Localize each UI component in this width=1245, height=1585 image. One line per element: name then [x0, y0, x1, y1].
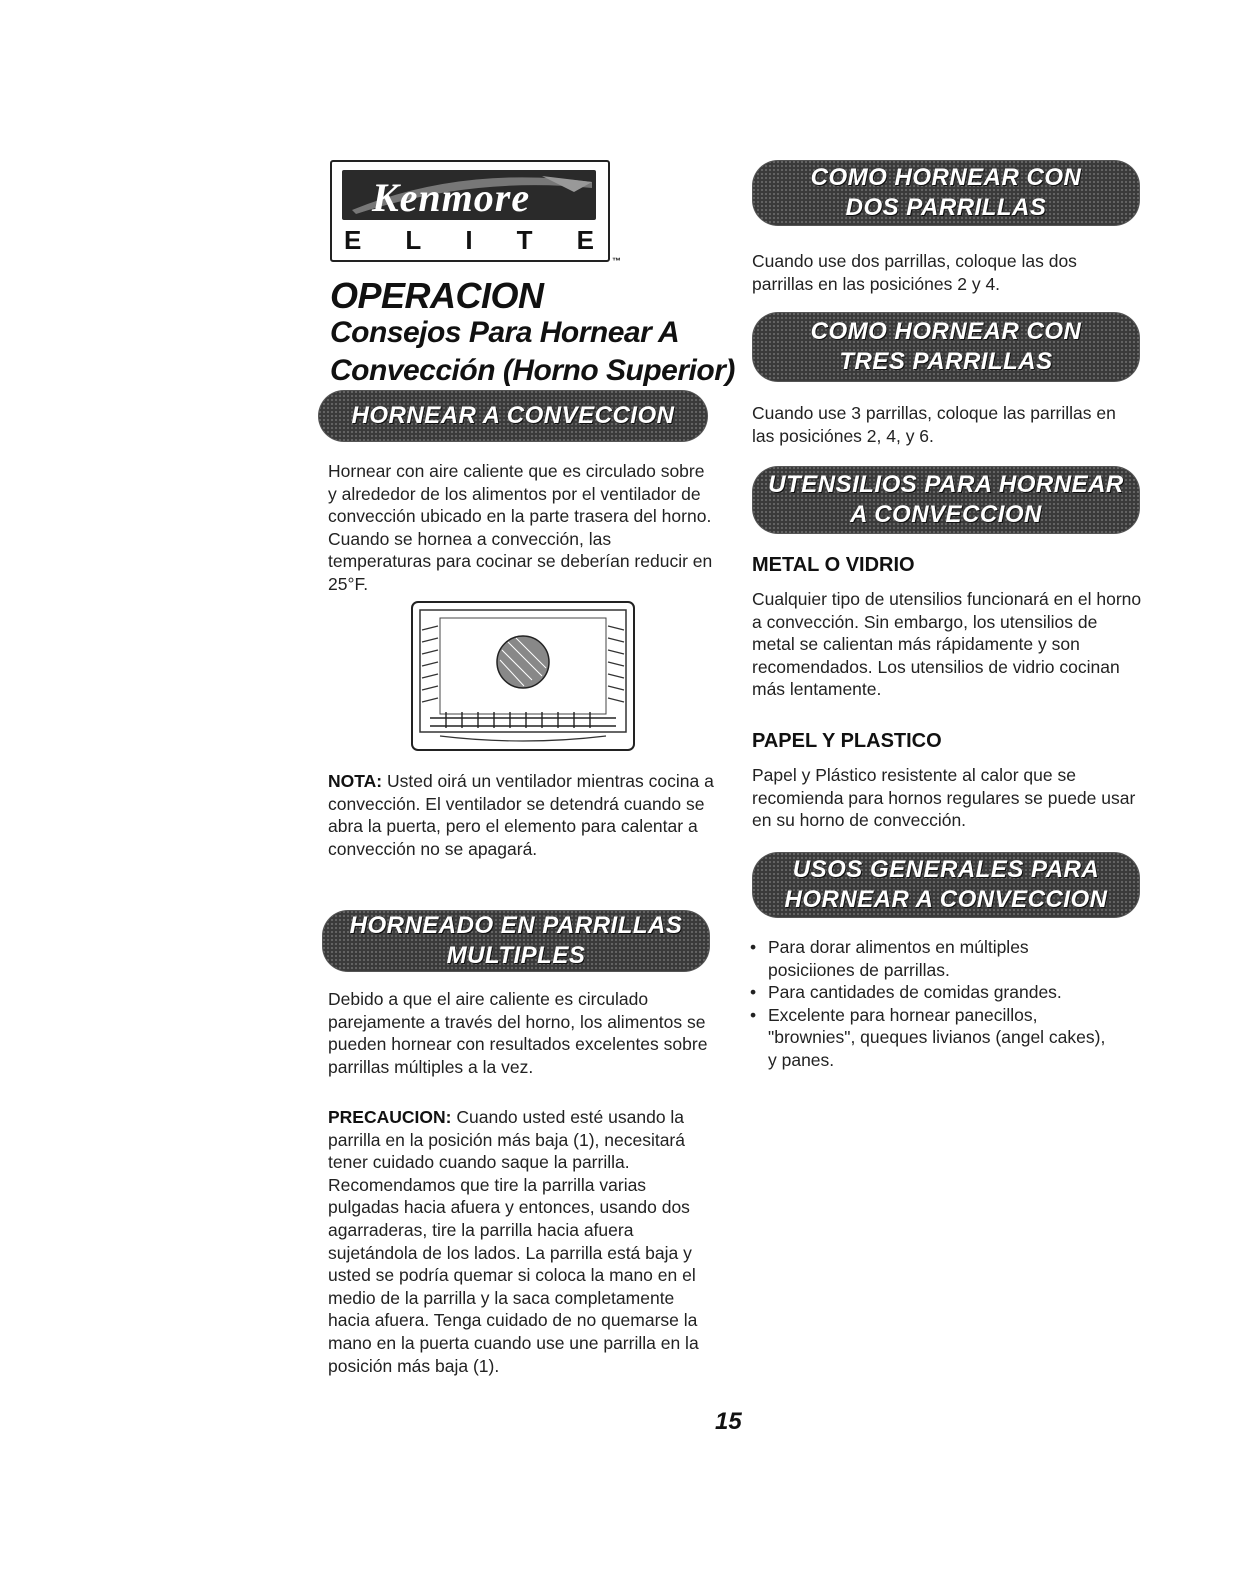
list-item: • Para dorar alimentos en múltiples posiciiones de parrillas.: [746, 936, 1116, 981]
banner-text: UTENSILIOS PARA HORNEAR: [768, 471, 1124, 498]
logo-brand-bar: [342, 170, 596, 220]
page-title: OPERACION: [330, 275, 544, 316]
section-banner-tres-parrillas: [752, 312, 1140, 382]
oven-fan-illustration: [410, 600, 636, 752]
section-banner-usos-generales: [752, 852, 1140, 918]
paragraph-papel-plastico: Papel y Plástico resistente al calor que se recomienda para hornos regulares se puede usar en su horno de convección.: [752, 765, 1136, 831]
page-number: 15: [715, 1408, 742, 1435]
page-subtitle: [330, 314, 735, 390]
section-banner-dos-parrillas: [752, 160, 1140, 226]
subtitle-line: Convección (Horno Superior): [330, 354, 735, 387]
banner-text: TRES PARRILLAS: [839, 348, 1053, 375]
subheading-papel-plastico: PAPEL Y PLASTICO: [752, 730, 942, 752]
section-banner-parrillas-multiples: [322, 910, 710, 972]
banner-text: COMO HORNEAR CON: [810, 164, 1082, 191]
section-banner-hornear-conveccion: [318, 390, 708, 442]
subtitle-line: Consejos Para Hornear A: [330, 316, 680, 349]
banner-text: HORNEAR A CONVECCION: [784, 886, 1108, 913]
logo-brand-text: Kenmore: [372, 175, 531, 220]
nota-paragraph: [328, 770, 718, 860]
banner-text: COMO HORNEAR CON: [810, 318, 1082, 345]
trademark-mark: ™: [612, 256, 621, 266]
subheading-metal-vidrio: METAL O VIDRIO: [752, 554, 915, 576]
paragraph-hornear-conveccion: Hornear con aire caliente que es circulado sobre y alrededor de los alimentos por el ventilador de convección ubicado en la parte trasera del horno. Cuando se hornea a convección, las temperaturas para cocinar se deberían reducir en 25°F.: [328, 461, 713, 594]
logo-elite-letter: L: [405, 224, 422, 255]
logo-elite-letter: T: [516, 224, 533, 255]
usos-generales-list: [746, 936, 1116, 1072]
list-item: • Para cantidades de comidas grandes.: [746, 981, 1116, 1004]
precaucion-label: PRECAUCION:: [328, 1107, 452, 1127]
logo-elite-letter: E: [344, 224, 362, 255]
section-banner-utensilios: [752, 466, 1140, 534]
logo-elite-letter: E: [576, 224, 594, 255]
banner-text: MULTIPLES: [446, 942, 586, 969]
paragraph-tres-parrillas: Cuando use 3 parrillas, coloque las parrillas en las posiciónes 2, 4, y 6.: [752, 403, 1116, 446]
banner-text: HORNEAR A CONVECCION: [351, 402, 675, 429]
list-item: • Excelente para hornear panecillos, "brownies", queques livianos (angel cakes), y panes.: [746, 1004, 1116, 1072]
precaucion-text: Cuando usted esté usando la parrilla en la posición más baja (1), necesitará tener cuidado cuando saque la parrilla. Recomendamos que tire la parrilla varias pulgadas hacia afuera y entonces, usando dos agarraderas, tire la parrilla hacia afuera sujetándola de los lados. La parrilla está baja y usted se podría quemar si coloca la mano en el medio de la parrilla y la saca completamente hacia afuera. Tenga cuidado de no quemarse la mano en la puerta cuando use une parrilla en la posición más baja (1).: [328, 1107, 699, 1376]
paragraph-parrillas-multiples: Debido a que el aire caliente es circulado parejamente a través del horno, los alimentos se pueden hornear con resultados excelentes sobre parrillas múltiples a la vez.: [328, 989, 708, 1077]
banner-text: USOS GENERALES PARA: [792, 856, 1100, 883]
banner-text: A CONVECCION: [850, 501, 1042, 528]
paragraph-metal-vidrio: Cualquier tipo de utensilios funcionará en el horno a convección. Sin embargo, los utensilios de metal se calientan más rápidamente y son recomendados. Los utensilios de vidrio cocinan más lentamente.: [752, 589, 1142, 700]
logo-elite-letter: I: [465, 224, 473, 255]
nota-label: NOTA:: [328, 771, 383, 791]
precaucion-paragraph: [328, 1106, 710, 1377]
logo-elite-text: [340, 224, 598, 256]
nota-text: Usted oirá un ventilador mientras cocina a convección. El ventilador se detendrá cuando se abra la puerta, pero el elemento para calentar a convección no se apagará.: [328, 771, 714, 859]
banner-text: HORNEADO EN PARRILLAS: [349, 912, 683, 939]
kenmore-elite-logo: [330, 160, 610, 262]
paragraph-dos-parrillas: Cuando use dos parrillas, coloque las dos parrillas en las posiciónes 2 y 4.: [752, 251, 1077, 294]
banner-text: DOS PARRILLAS: [845, 194, 1047, 221]
